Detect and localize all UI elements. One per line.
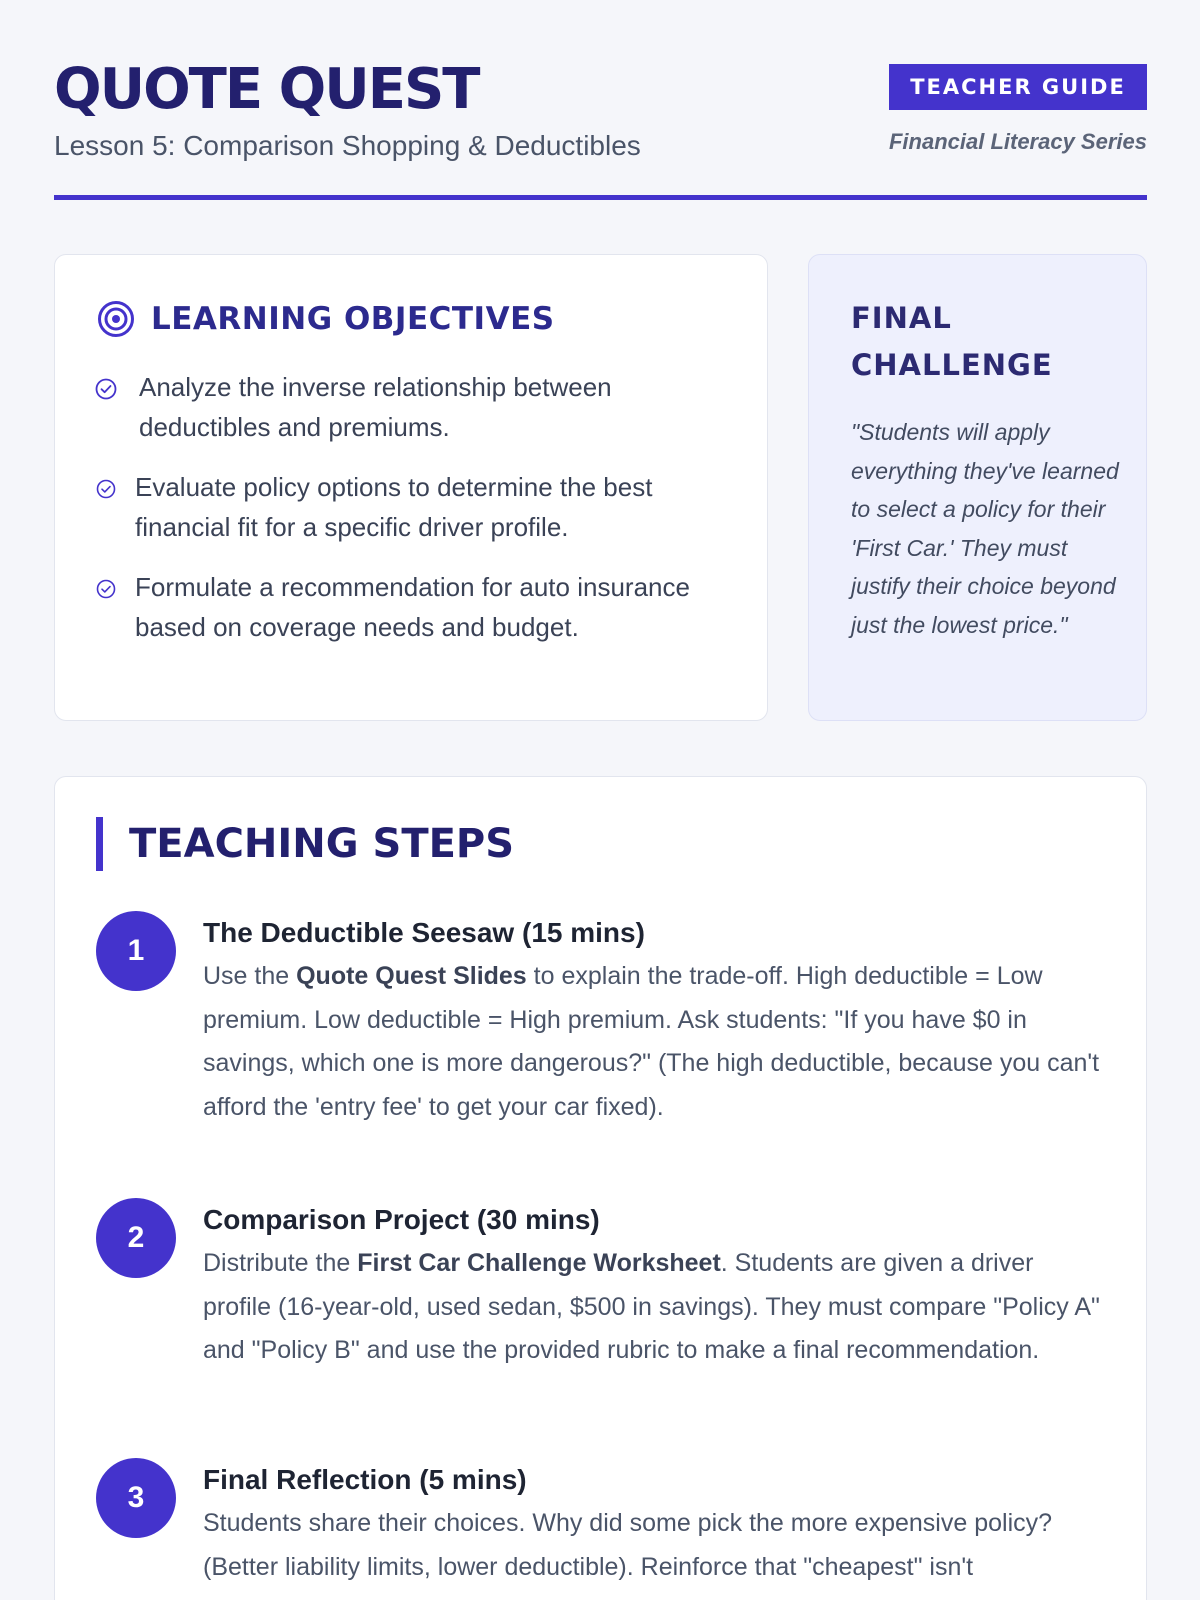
learning-objectives-card — [54, 254, 768, 721]
check-circle-icon — [95, 478, 117, 500]
objective-text: Formulate a recommendation for auto insurance based on coverage needs and budget. — [135, 572, 690, 642]
step-body: Use the Quote Quest Slides to explain the trade-off. High deductible = Low premium. Low deductible = High premium. Ask students: "If you have $0 in savings, which one is more dangerous?" (The high deductible, because you can't afford the 'entry fee' to get your car fixed). — [203, 962, 1100, 1121]
objective-text: Analyze the inverse relationship between deductibles and premiums. — [139, 372, 612, 442]
step-title: Comparison Project (30 mins) — [203, 1204, 600, 1235]
step-body: Distribute the First Car Challenge Worksheet. Students are given a driver profile (16-year-old, used sedan, $500 in savings). They must compare "Policy A" and "Policy B" and use the provided rubric to make a final recommendation. — [203, 1249, 1100, 1364]
step-material: Quote Quest Slides — [296, 962, 527, 990]
objectives-title: LEARNING OBJECTIVES — [151, 301, 555, 337]
step-title: The Deductible Seesaw (15 mins) — [203, 917, 645, 948]
steps-accent-bar — [96, 817, 103, 871]
final-challenge-card — [808, 254, 1147, 721]
step-material: First Car Challenge Worksheet — [357, 1249, 721, 1277]
lesson-page — [54, 0, 1147, 1600]
steps-title: TEACHING STEPS — [129, 821, 515, 867]
step-number: 2 — [96, 1198, 176, 1278]
challenge-quote: "Students will apply everything they've learned to select a policy for their 'First Car.' They must justify their choice beyond just the lowest price." — [851, 419, 1119, 638]
objective-text: Evaluate policy options to determine the best financial fit for a specific driver profile. — [135, 472, 653, 542]
series-label: Financial Literacy Series — [888, 129, 1147, 154]
lesson-subtitle: Lesson 5: Comparison Shopping & Deductibles — [54, 130, 641, 161]
step-body: Students share their choices. Why did some pick the more expensive policy? (Better liability limits, lower deductible). Reinforce that "cheapest" isn't — [203, 1509, 1053, 1581]
target-icon — [97, 300, 135, 338]
page-header — [54, 56, 1147, 200]
challenge-title: FINAL CHALLENGE — [851, 301, 1053, 382]
step-number: 1 — [96, 911, 176, 991]
check-circle-icon — [95, 378, 117, 400]
step-number: 3 — [96, 1458, 176, 1538]
page-title: QUOTE QUEST — [54, 57, 479, 122]
step-title: Final Reflection (5 mins) — [203, 1464, 527, 1495]
teacher-guide-badge: TEACHER GUIDE — [889, 64, 1147, 110]
teaching-steps-card — [54, 776, 1147, 1600]
check-circle-icon — [95, 578, 117, 600]
